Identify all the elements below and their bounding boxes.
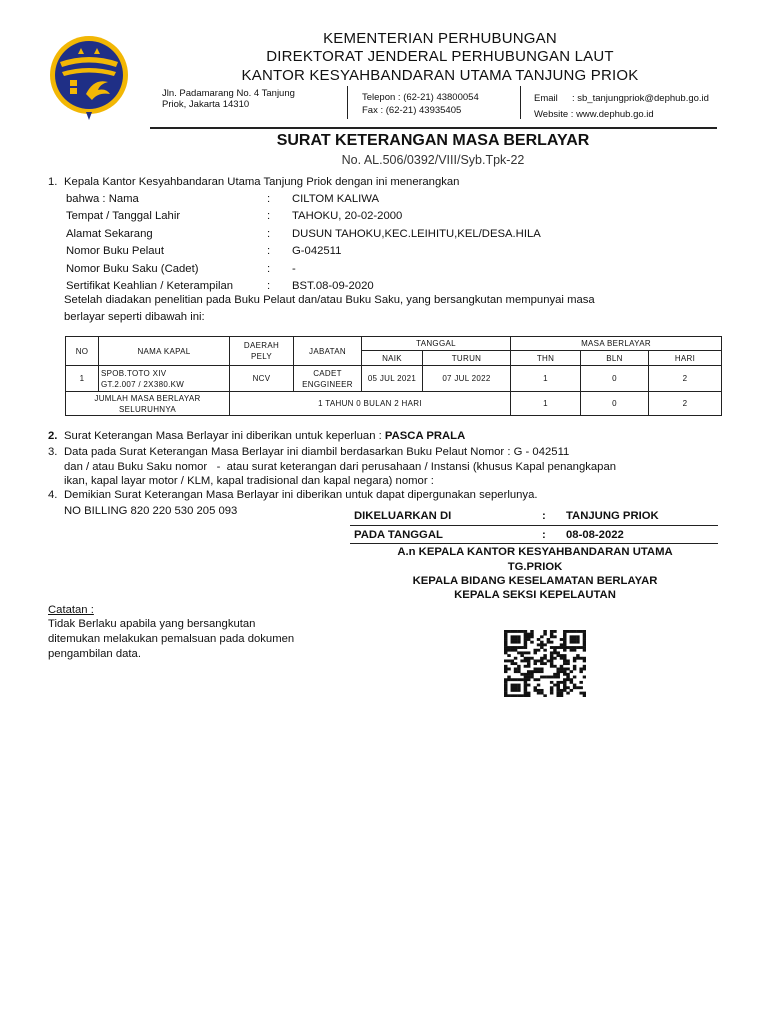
col-header-date: TANGGAL (362, 337, 511, 351)
header-address-line2: Priok, Jakarta 14310 (162, 99, 250, 110)
cell-rank-line1: CADET (313, 368, 342, 378)
signatory-line3: KEPALA BIDANG KESELAMATAN BERLAYAR (412, 575, 658, 587)
billing-number: NO BILLING 820 220 530 205 093 (64, 505, 238, 517)
total-label-line2: SELURUHNYA (118, 404, 177, 414)
col-header-period: MASA BERLAYAR (511, 337, 722, 351)
field-address-colon: : (267, 228, 271, 240)
total-months: 0 (581, 392, 649, 416)
col-header-days: HARI (649, 351, 722, 366)
issued-place-label: DIKELUARKAN DI (354, 510, 452, 522)
cell-rank-line2: ENGGINEER (302, 379, 353, 389)
note-title: Catatan : (48, 604, 94, 616)
cell-ship-name: SPOB.TOTO XIV (101, 368, 167, 378)
col-header-rank: JABATAN (294, 337, 362, 366)
field-seaman-book-label: Nomor Buku Pelaut (66, 245, 164, 257)
item3-line3: ikan, kapal layar motor / KLM, kapal tradisional dan kapal negara) nomor : (64, 475, 434, 487)
item1-intro: Kepala Kantor Kesyahbandaran Utama Tanjung Priok dengan ini menerangkan (64, 176, 460, 188)
field-address-label: Alamat Sekarang (66, 228, 153, 240)
note-line2: ditemukan melakukan pemalsuan pada dokumen (48, 633, 295, 645)
signatory-line2: TG.PRIOK (507, 561, 563, 573)
header-website: Website : www.dephub.go.id (534, 109, 654, 120)
item3-line1: Data pada Surat Keterangan Masa Berlayar ini diambil berdasarkan Buku Pelaut Nomor : G - 042511 (64, 446, 570, 458)
item3-number: 3. (48, 446, 58, 458)
item2-text: Surat Keterangan Masa Berlayar ini diberikan untuk keperluan : (64, 430, 382, 442)
total-years: 1 (511, 392, 581, 416)
item1-after-line1: Setelah diadakan penelitian pada Buku Pelaut dan/atau Buku Saku, yang bersangkutan mempunyai masa (64, 294, 595, 306)
field-seaman-book-colon: : (267, 245, 271, 257)
field-name-label: bahwa : Nama (66, 193, 139, 205)
item1-after-line2: berlayar seperti dibawah ini: (64, 311, 205, 323)
item2-purpose: PASCA PRALA (384, 430, 466, 442)
col-header-off: TURUN (423, 351, 511, 366)
field-certificate-value: BST.08-09-2020 (292, 280, 374, 292)
table-row (66, 366, 722, 392)
cell-off: 07 JUL 2022 (423, 366, 511, 392)
field-birth-value: TAHOKU, 20-02-2000 (292, 210, 403, 222)
header-address-line1: Jln. Padamarang No. 4 Tanjung (162, 88, 295, 99)
issued-place-value: TANJUNG PRIOK (566, 510, 659, 522)
header-office: KANTOR KESYAHBANDARAN UTAMA TANJUNG PRIOK (241, 67, 639, 84)
table-total-row (66, 392, 722, 416)
document-number: No. AL.506/0392/VIII/Syb.Tpk-22 (341, 153, 525, 167)
note-line3: pengambilan data. (48, 648, 141, 660)
issued-date-label: PADA TANGGAL (354, 529, 443, 541)
col-header-on: NAIK (362, 351, 423, 366)
sea-service-table (65, 336, 722, 416)
header-email-label: Email (534, 93, 558, 104)
issued-date-colon: : (542, 529, 546, 541)
cell-area: NCV (230, 366, 294, 392)
header-rule (150, 127, 717, 129)
cell-days: 2 (649, 366, 722, 392)
col-header-months: BLN (581, 351, 649, 366)
total-days: 2 (649, 392, 722, 416)
header-email-value: : sb_tanjungpriok@dephub.go.id (572, 93, 709, 104)
cell-years: 1 (511, 366, 581, 392)
field-birth-label: Tempat / Tanggal Lahir (66, 210, 181, 222)
header-ministry: KEMENTERIAN PERHUBUNGAN (323, 30, 557, 47)
issued-place-colon: : (542, 510, 546, 522)
col-header-no: NO (66, 337, 99, 366)
cell-no: 1 (66, 366, 99, 392)
cell-on: 05 JUL 2021 (362, 366, 423, 392)
col-header-ship: NAMA KAPAL (99, 337, 230, 366)
item2-number: 2. (48, 430, 58, 442)
field-cadet-book-value: - (292, 263, 296, 275)
total-text: 1 TAHUN 0 BULAN 2 HARI (230, 392, 511, 416)
field-certificate-colon: : (267, 280, 271, 292)
field-name-value: CILTOM KALIWA (292, 193, 380, 205)
cell-ship (99, 366, 230, 392)
signatory-line1: A.n KEPALA KANTOR KESYAHBANDARAN UTAMA (397, 546, 673, 558)
field-cadet-book-label: Nomor Buku Saku (Cadet) (66, 263, 199, 275)
cell-months: 0 (581, 366, 649, 392)
item3-line2: dan / atau Buku Saku nomor - atau surat keterangan dari perusahaan / Instansi (khusus Kapal penangkapan (64, 461, 617, 473)
col-header-area: DAERAH PELY (230, 337, 294, 366)
header-directorate: DIREKTORAT JENDERAL PERHUBUNGAN LAUT (266, 48, 614, 65)
document-title: SURAT KETERANGAN MASA BERLAYAR (276, 132, 590, 149)
field-birth-colon: : (267, 210, 271, 222)
qr-code (504, 630, 586, 697)
header-divider-2 (520, 86, 521, 119)
ministry-logo (48, 34, 130, 120)
cell-rank (294, 366, 362, 392)
total-label (66, 392, 230, 416)
note-line1: Tidak Berlaku apabila yang bersangkutan (48, 618, 256, 630)
col-header-years: THN (511, 351, 581, 366)
field-certificate-label: Sertifikat Keahlian / Keterampilan (66, 280, 234, 292)
field-name-colon: : (267, 193, 271, 205)
header-phone: Telepon : (62-21) 43800054 (362, 92, 479, 103)
issued-rule-2 (350, 543, 718, 544)
item1-number: 1. (48, 176, 58, 188)
item4-text: Demikian Surat Keterangan Masa Berlayar ini diberikan untuk dapat dipergunakan seperlunya. (64, 489, 538, 501)
field-cadet-book-colon: : (267, 263, 271, 275)
item2-line (64, 430, 465, 442)
header-divider-1 (347, 86, 348, 119)
total-label-line1: JUMLAH MASA BERLAYAR (94, 393, 201, 403)
signatory-line4: KEPALA SEKSI KEPELAUTAN (454, 589, 616, 601)
field-address-value: DUSUN TAHOKU,KEC.LEIHITU,KEL/DESA.HILA (292, 228, 541, 240)
issued-rule-1 (350, 525, 718, 526)
field-seaman-book-value: G-042511 (292, 245, 342, 257)
header-fax: Fax : (62-21) 43935405 (362, 105, 462, 116)
cell-ship-spec: GT.2.007 / 2X380.KW (101, 379, 185, 389)
issued-date-value: 08-08-2022 (566, 529, 624, 541)
item4-number: 4. (48, 489, 58, 501)
